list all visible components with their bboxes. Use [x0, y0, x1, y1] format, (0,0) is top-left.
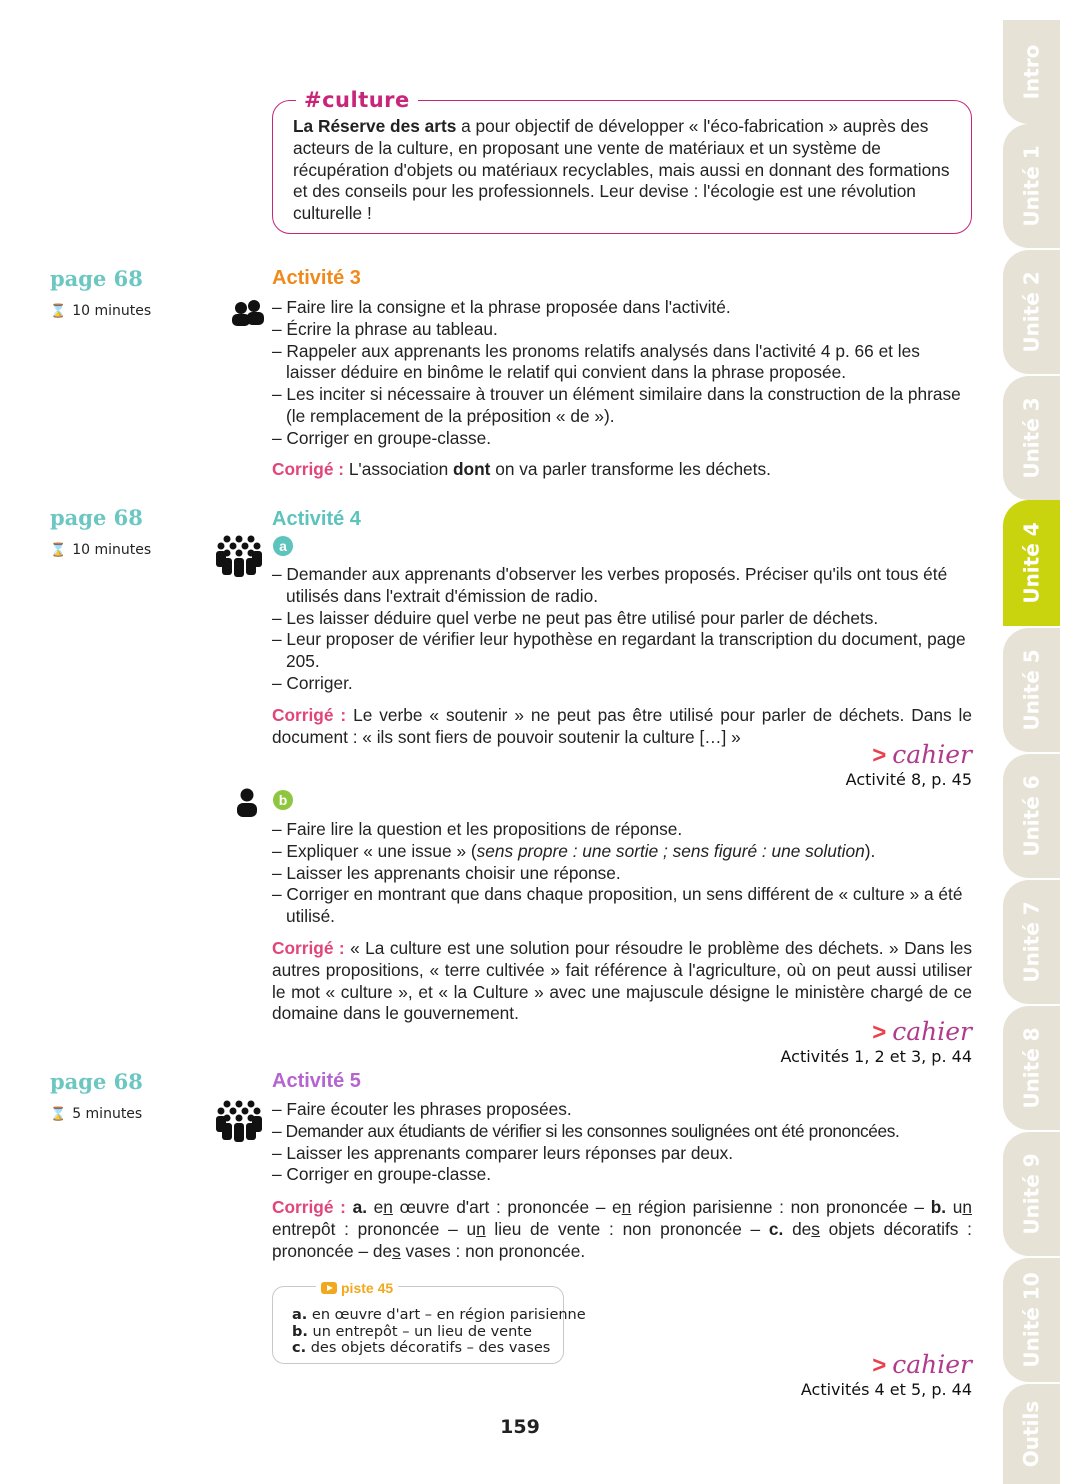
- page-ref[interactable]: page 68: [50, 505, 143, 530]
- underlined-consonant: n: [383, 1197, 393, 1217]
- activity-4b-instructions: [272, 819, 972, 928]
- track-line: [292, 1307, 586, 1324]
- tab-label: Unité 5: [1019, 649, 1044, 731]
- activity-5-title: Activité 5: [272, 1070, 361, 1092]
- tab-label: Unité 8: [1019, 1027, 1044, 1109]
- instruction-item: – Faire écouter les phrases proposées.: [272, 1099, 982, 1121]
- tab-unite-6[interactable]: [1003, 754, 1060, 878]
- cahier-reference[interactable]: [672, 1019, 972, 1066]
- item-letter: b.: [930, 1197, 947, 1217]
- page-number: 159: [500, 1416, 540, 1438]
- tab-label: Unité 1: [1019, 145, 1044, 227]
- tab-unite-4[interactable]: [1003, 500, 1060, 626]
- corrige-text: entrepôt : prononcée – u: [272, 1218, 477, 1239]
- duration: [50, 1106, 142, 1122]
- corrige-text: Le verbe « soutenir » ne peut pas être utilisé pour parler de déchets. Dans le document : « ils sont fiers de pouvoir soutenir la culture […] »: [272, 705, 973, 747]
- duration: [50, 303, 151, 319]
- tab-label: Unité 6: [1019, 775, 1044, 857]
- audio-track-lines: [292, 1307, 586, 1357]
- cahier-ref: Activités 1, 2 et 3, p. 44: [780, 1047, 972, 1066]
- tab-unite-2[interactable]: [1003, 250, 1060, 374]
- part-b-badge: b: [273, 790, 293, 810]
- instruction-item: [272, 841, 972, 863]
- corrige-text: L'association: [344, 459, 453, 479]
- underlined-consonant: s: [811, 1218, 820, 1239]
- corrige-text: œuvre d'art : prononcée – e: [392, 1197, 622, 1217]
- cahier-ref: Activités 4 et 5, p. 44: [800, 1380, 972, 1399]
- corrige-text: lieu de vente : non prononcée –: [485, 1218, 769, 1239]
- tab-label: Unité 10: [1019, 1272, 1044, 1368]
- instruction-item: – Corriger en groupe-classe.: [272, 428, 972, 450]
- instruction-item: – Demander aux étudiants de vérifier si les consonnes soulignées ont été prononcées.: [272, 1121, 982, 1143]
- activity-4a-instructions: [272, 564, 972, 695]
- cahier-label: cahier: [892, 1017, 972, 1046]
- culture-title: #culture: [296, 88, 418, 112]
- tab-unite-8[interactable]: [1003, 1006, 1060, 1130]
- tab-label: Unité 2: [1019, 271, 1044, 353]
- hourglass-icon: ⌛: [50, 1106, 67, 1122]
- instruction-item: – Écrire la phrase au tableau.: [272, 319, 972, 341]
- tab-unite-7[interactable]: [1003, 880, 1060, 1004]
- corrige-text: e: [367, 1197, 384, 1217]
- instruction-item: – Faire lire la consigne et la phrase proposée dans l'activité.: [272, 297, 972, 319]
- underlined-consonant: n: [476, 1218, 486, 1239]
- corrige-text: u: [946, 1197, 963, 1217]
- tab-unite-10[interactable]: [1003, 1258, 1060, 1382]
- item-letter: c.: [292, 1340, 307, 1356]
- pair-icon: [231, 300, 265, 328]
- tab-unite-3[interactable]: [1003, 376, 1060, 500]
- tab-label: Intro: [1019, 44, 1044, 100]
- track-line: [292, 1324, 586, 1341]
- tab-intro[interactable]: [1003, 20, 1060, 124]
- tab-label: Unité 9: [1019, 1153, 1044, 1235]
- item-letter: a.: [292, 1307, 308, 1323]
- tab-unite-1[interactable]: [1003, 124, 1060, 248]
- instruction-item: – Laisser les apprenants comparer leurs réponses par deux.: [272, 1143, 982, 1165]
- activity-4-title: Activité 4: [272, 508, 361, 530]
- tab-label: Unité 4: [1019, 522, 1044, 604]
- track-text: un entrepôt – un lieu de vente: [307, 1323, 532, 1340]
- corrige-label: Corrigé :: [272, 938, 345, 958]
- item-letter: a.: [352, 1197, 367, 1217]
- corrige-label: Corrigé :: [272, 1197, 346, 1217]
- audio-track-label[interactable]: [316, 1280, 398, 1296]
- cahier-reference[interactable]: [672, 742, 972, 789]
- track-line: [292, 1340, 586, 1357]
- activity-5-instructions: [272, 1099, 982, 1186]
- cahier-ref: Activité 8, p. 45: [845, 770, 972, 789]
- hourglass-icon: ⌛: [50, 303, 67, 319]
- activity-3-corrige: [272, 459, 972, 481]
- activity-3-title: Activité 3: [272, 267, 361, 289]
- corrige-text: de: [783, 1218, 812, 1239]
- page-ref[interactable]: page 68: [50, 266, 143, 291]
- corrige-text: objets décoratifs : prononcée – de: [272, 1218, 972, 1261]
- corrige-text: « La culture est une solution pour résoudre le problème des déchets. » Dans les autres propositions, « terre cultivée » fait référence à l'agriculture, où on peut aussi utiliser le mot « culture », et « la Culture » avec une majuscule désigne le ministère chargé de ce domaine dans le gouvernement.: [272, 938, 972, 1024]
- track-text: en œuvre d'art – en région parisienne: [307, 1307, 586, 1323]
- chevron-right-icon: >: [872, 1352, 887, 1379]
- underlined-consonant: n: [962, 1197, 972, 1217]
- chevron-right-icon: >: [872, 742, 887, 769]
- tab-outils[interactable]: [1003, 1384, 1060, 1484]
- chevron-right-icon: >: [872, 1019, 887, 1046]
- instruction-item: – Rappeler aux apprenants les pronoms relatifs analysés dans l'activité 4 p. 66 et les laisser déduire en binôme le relatif qui convient dans la phrase proposée.: [272, 341, 972, 385]
- group-icon: [215, 1100, 263, 1142]
- corrige-answer: dont: [453, 459, 491, 479]
- instruction-item: – Corriger en groupe-classe.: [272, 1164, 982, 1186]
- tab-label: Outils: [1019, 1400, 1044, 1468]
- corrige-text: vases : non prononcée.: [400, 1240, 586, 1261]
- tab-unite-9[interactable]: [1003, 1132, 1060, 1256]
- instruction-italic: sens propre : une sortie ; sens figuré : une solution: [476, 840, 865, 861]
- cahier-reference[interactable]: [672, 1352, 972, 1399]
- cahier-label: cahier: [892, 740, 972, 769]
- instruction-item: – Corriger.: [272, 673, 972, 695]
- corrige-text: région parisienne : non prononcée –: [631, 1197, 931, 1217]
- play-icon[interactable]: [321, 1282, 337, 1294]
- activity-3-instructions: [272, 297, 972, 450]
- duration-text: 5 minutes: [72, 1106, 143, 1122]
- duration-text: 10 minutes: [72, 303, 152, 319]
- tab-label: Unité 3: [1019, 397, 1044, 479]
- corrige-label: Corrigé :: [272, 705, 347, 725]
- piste-label: piste 45: [341, 1280, 394, 1296]
- activity-4b-corrige: [272, 938, 972, 1025]
- page-ref[interactable]: page 68: [50, 1069, 143, 1094]
- item-letter: c.: [768, 1218, 784, 1239]
- individual-icon: [236, 788, 258, 818]
- tab-unite-5[interactable]: [1003, 628, 1060, 752]
- instruction-item: – Demander aux apprenants d'observer les verbes proposés. Préciser qu'ils ont tous été utilisés dans l'extrait d'émission de radio.: [272, 564, 972, 608]
- item-letter: b.: [292, 1323, 308, 1340]
- cahier-label: cahier: [892, 1350, 972, 1379]
- instruction-item: – Les inciter si nécessaire à trouver un élément similaire dans la construction de la phrase (le remplacement de la préposition « de »).: [272, 384, 972, 428]
- instruction-item: – Faire lire la question et les propositions de réponse.: [272, 819, 972, 841]
- corrige-label: Corrigé :: [272, 459, 345, 479]
- instruction-item: – Corriger en montrant que dans chaque proposition, un sens différent de « culture » a été utilisé.: [272, 884, 972, 928]
- track-text: des objets décoratifs – des vases: [306, 1340, 551, 1356]
- duration-text: 10 minutes: [72, 542, 152, 558]
- instruction-item: – Laisser les apprenants choisir une réponse.: [272, 863, 972, 885]
- activity-5-corrige: [272, 1197, 972, 1262]
- underlined-consonant: s: [392, 1240, 401, 1261]
- unit-tabs: [1003, 20, 1060, 1468]
- underlined-consonant: n: [621, 1197, 632, 1217]
- group-icon: [215, 535, 263, 577]
- culture-body: a pour objectif de développer « l'éco-fabrication » auprès des acteurs de la culture, en proposant une vente de matériaux et un système de récupération d'objets ou matériaux recyclables, mais aussi en donnant des formations et des conseils pour les professionnels. Leur devise : l'écologie est une révolution culturelle !: [293, 116, 950, 224]
- corrige-text: on va parler transforme les déchets.: [490, 459, 771, 479]
- instruction-text: Expliquer « une issue » (: [286, 840, 477, 861]
- instruction-text: ).: [864, 840, 876, 861]
- instruction-item: – Leur proposer de vérifier leur hypothèse en regardant la transcription du document, page 205.: [272, 629, 972, 673]
- culture-text: [293, 116, 955, 225]
- culture-lead: La Réserve des arts: [293, 116, 457, 136]
- tab-label: Unité 7: [1019, 901, 1044, 983]
- instruction-item: – Les laisser déduire quel verbe ne peut pas être utilisé pour parler de déchets.: [272, 608, 972, 630]
- hourglass-icon: ⌛: [50, 542, 67, 558]
- part-a-badge: a: [273, 536, 293, 556]
- duration: [50, 542, 151, 558]
